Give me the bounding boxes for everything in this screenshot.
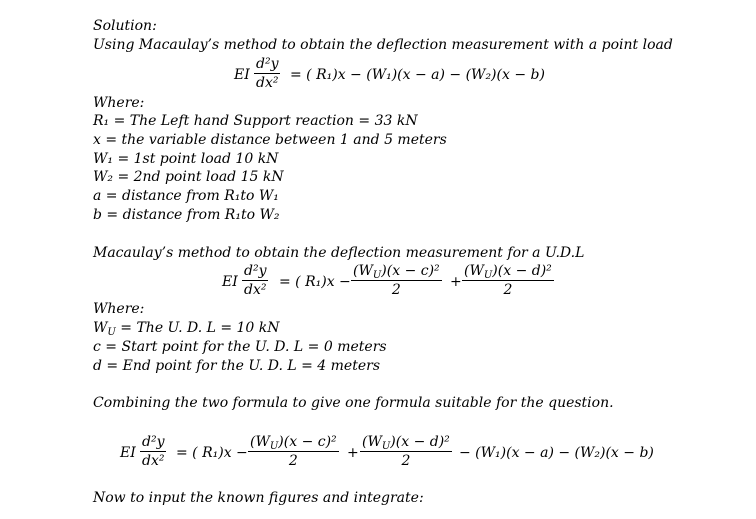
eq1-rhs: = ( R₁)x − (W₁)(x − a) − (W₂)(x − b) — [290, 67, 545, 83]
eq2-fraction-1 — [351, 263, 442, 298]
eq2-ei: EI — [222, 274, 238, 290]
eq2-plus: + — [450, 274, 462, 290]
where1-item: W₂ = 2nd point load 15 kN — [93, 169, 284, 185]
eq2-lhs-denominator: dx² — [244, 282, 267, 298]
eq1-lhs-fraction — [254, 56, 280, 91]
eq1-ei: EI — [234, 67, 250, 83]
eq3-lhs-denominator: dx² — [142, 453, 165, 469]
where2-item: c = Start point for the U. D. L = 0 meters — [93, 339, 387, 355]
eq3-fraction-1 — [248, 434, 339, 469]
where1-item: a = distance from R₁to W₁ — [93, 188, 279, 204]
eq2-fraction-2 — [462, 263, 554, 298]
intro-text: Using Macaulay’s method to obtain the deflection measurement with a point load — [93, 37, 673, 53]
eq2-fraction-2-numerator: $(W_U)(x - d)^2$ — [464, 263, 552, 281]
eq3-fraction-2 — [360, 434, 452, 469]
eq3-fraction-2-denominator: 2 — [401, 453, 411, 469]
eq3-fraction-2-numerator: $(W_U)(x - d)^2$ — [362, 434, 450, 452]
where1-item: b = distance from R₁to W₂ — [93, 207, 280, 223]
where2-item: d = End point for the U. D. L = 4 meters — [93, 358, 381, 374]
where1-heading: Where: — [93, 95, 145, 111]
solution-heading: Solution: — [93, 18, 157, 34]
where1-item: R₁ = The Left hand Support reaction = 33 kN — [93, 113, 418, 129]
eq3-fraction-1-numerator: $(W_U)(x - c)^2$ — [250, 434, 337, 452]
udl-intro-text: Macaulay’s method to obtain the deflection measurement for a U.D.L — [93, 245, 585, 261]
eq2-fraction-1-numerator: $(W_U)(x - c)^2$ — [353, 263, 440, 281]
eq2-fraction-2-denominator: 2 — [503, 282, 513, 298]
eq3-plus: + — [347, 445, 359, 461]
eq1-lhs-numerator: d²y — [256, 56, 279, 72]
eq1-lhs-denominator: dx² — [256, 75, 279, 91]
eq3-lhs-fraction — [140, 434, 166, 469]
eq3-rhs-start: = ( R₁)x − — [176, 445, 248, 461]
eq3-lhs-numerator: d²y — [142, 434, 165, 450]
eq3-ei: EI — [120, 445, 136, 461]
final-text: Now to input the known figures and integrate: — [93, 490, 424, 506]
where2-heading: Where: — [93, 301, 145, 317]
eq2-rhs-start: = ( R₁)x − — [279, 274, 351, 290]
eq3-fraction-1-denominator: 2 — [288, 453, 298, 469]
eq2-lhs-fraction — [242, 263, 268, 298]
eq3-rhs-end: − (W₁)(x − a) − (W₂)(x − b) — [459, 445, 654, 461]
combine-text: Combining the two formula to give one formula suitable for the question. — [93, 395, 614, 411]
eq2-fraction-1-denominator: 2 — [391, 282, 401, 298]
where1-item: W₁ = 1st point load 10 kN — [93, 151, 279, 167]
where1-item: x = the variable distance between 1 and 5 meters — [93, 132, 447, 148]
where2-item: $W_U$ = The U. D. L = 10 kN — [93, 320, 280, 338]
eq2-lhs-numerator: d²y — [244, 263, 267, 279]
